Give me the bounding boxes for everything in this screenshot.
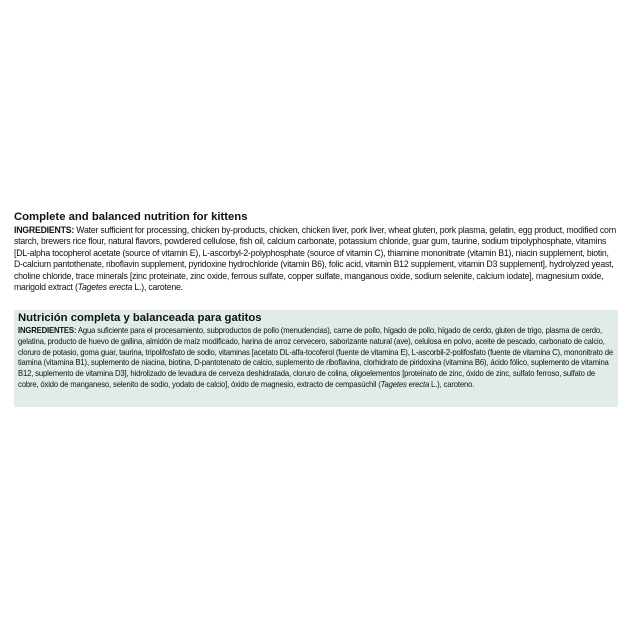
spanish-ingredients-tail: L.), caroteno. xyxy=(429,378,475,389)
spanish-ingredients-list: Agua suficiente para el procesamiento, subproductos de pollo (menudencias), carne de pollo, hígado de pollo, hígado de cerdo, gluten de trigo, plasma de cerdo, gelatina, producto de huevo de gallina, almidón de maíz modificado, harina de arroz cervecero, saborizante natural (ave), celulosa en polvo, aceite de pescado, carbonato de calcio, cloruro de potasio, goma guar, taurina, tripolifosfato de sodio, vitaminas [acetato DL-alfa-tocoferol (fuente de vitamina E), L-ascorbil-2-polifosfato (fuente de vitamina C), mononitrato de tiamina (vitamina B1), suplemento de niacina, biotina, D-pantotenato de calcio, suplemento de riboflavina, clorhidrato de piridoxina (vitamina B6), ácido fólico, suplemento de vitamina B12, suplemento de vitamina D3], hidrolizado de levadura de cerveza deshidratada, cloruro de colina, oligoelementos [proteinato de zinc, óxido de zinc, sulfato ferroso, sulfato de cobre, óxido de manganeso, selenito de sodio, yodato de calcio], óxido de magnesio, extracto de cempasúchil ( xyxy=(18,325,613,389)
english-ingredients-label: INGREDIENTS: xyxy=(14,224,75,235)
english-ingredients-tail: L.), carotene. xyxy=(132,281,183,293)
spanish-title: Nutrición completa y balanceada para gatitos xyxy=(18,312,262,324)
english-botanical-name: Tagetes erecta xyxy=(77,281,133,293)
spanish-ingredients-text xyxy=(18,325,613,390)
english-ingredients-text xyxy=(14,224,619,292)
spanish-botanical-name: Tagetes erecta xyxy=(380,378,430,389)
english-title: Complete and balanced nutrition for kittens xyxy=(14,211,248,223)
spanish-ingredients-label: INGREDIENTES: xyxy=(18,325,77,335)
english-ingredients-list: Water sufficient for processing, chicken by-products, chicken, chicken liver, pork liver, wheat gluten, pork plasma, gelatin, egg product, modified corn starch, brewers rice flour, natural flavors, powdered cellulose, fish oil, calcium carbonate, potassium chloride, guar gum, taurine, sodium tripolyphosphate, vitamins [DL-alpha tocopherol acetate (source of vitamin E), L-ascorbyl-2-polyphosphate (source of vitamin C), thiamine mononitrate (vitamin B1), niacin supplement, biotin, D-calcium pantothenate, riboflavin supplement, pyridoxine hydrochloride (vitamin B6), folic acid, vitamin B12 supplement, vitamin D3 supplement], hydrolyzed yeast, choline chloride, trace minerals [zinc proteinate, zinc oxide, ferrous sulfate, copper sulfate, manganous oxide, sodium selenite, calcium iodate], magnesium oxide, marigold extract ( xyxy=(14,224,617,293)
english-ingredients-section xyxy=(14,211,620,292)
spanish-ingredients-panel xyxy=(14,310,618,407)
